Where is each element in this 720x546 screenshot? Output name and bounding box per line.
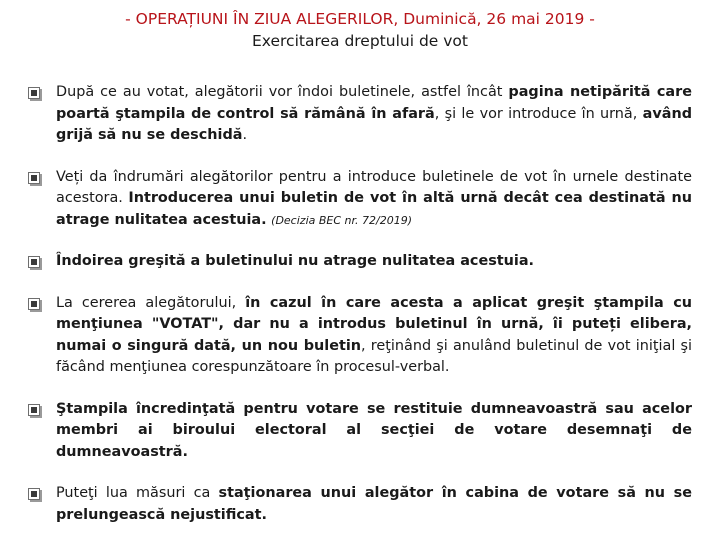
checkbox-bullet-icon (28, 256, 40, 268)
checkbox-bullet-icon (28, 172, 40, 184)
bullet-text (56, 485, 692, 523)
text-run-bold: pagina netipărită care poartă ştampila de control să rămână în afară (56, 84, 692, 122)
citation-note: (Decizia BEC nr. 72/2019) (271, 213, 412, 227)
text-run-bold: Îndoirea greşită a buletinului nu atrage nulitatea acestuia. (56, 253, 535, 269)
checkbox-bullet-icon (28, 404, 40, 416)
text-run-bold: staţionarea unui alegător în cabina de votare să nu se prelungească nejustificat. (56, 485, 692, 523)
bullet-text (56, 169, 692, 228)
text-run: . (242, 127, 248, 143)
bullet-item-1 (28, 82, 692, 147)
text-run: După ce au votat, alegătorii vor îndoi buletinele, astfel încât (56, 84, 509, 100)
checkbox-bullet-icon (28, 87, 40, 99)
slide-subtitle: Exercitarea dreptului de vot (251, 32, 468, 50)
text-run: , reţinând şi anulând buletinul de vot iniţial şi făcând menţiunea corespunzătoare în procesul-verbal. (56, 337, 692, 375)
bullet-item-3 (28, 251, 692, 273)
bullet-text (56, 401, 692, 460)
text-run-bold: având grijă să nu se deschidă (56, 105, 692, 143)
text-run: , şi le vor introduce în urnă, (434, 105, 643, 122)
slide-title: - OPERAȚIUNI ÎN ZIUA ALEGERILOR, Duminică, 26 mai 2019 - (125, 10, 595, 28)
bullet-item-5 (28, 399, 692, 464)
text-run-bold: Ştampila încredinţată pentru votare se restituie dumneavoastră sau acelor membri ai biroului electoral al secţiei de votare desemnaţi de dumneavoastră. (56, 400, 692, 460)
checkbox-bullet-icon (28, 488, 40, 500)
text-run-bold: în cazul în care acesta a aplicat greşit ştampila cu menţiunea "VOTAT", dar nu a introdus buletinul în urnă, îi puteți elibera, numai o singură dată, un nou buletin (56, 294, 692, 354)
bullet-item-6 (28, 483, 692, 526)
text-run: La cererea alegătorului, (56, 294, 246, 311)
slide-header (20, 8, 700, 52)
text-run-bold: Introducerea unui buletin de vot în altă urnă decât cea destinată nu atrage nulitatea acestuia. (56, 190, 692, 228)
bullet-list (28, 82, 692, 546)
bullet-text (56, 295, 692, 376)
bullet-text (56, 84, 692, 143)
bullet-text (56, 253, 534, 269)
text-run: Puteţi lua măsuri ca (56, 485, 219, 501)
checkbox-bullet-icon (28, 298, 40, 310)
text-run: Veți da îndrumări alegătorilor pentru a introduce buletinele de vot în urnele destinate acestora. (56, 168, 692, 206)
bullet-item-4 (28, 293, 692, 379)
bullet-item-2 (28, 167, 692, 232)
